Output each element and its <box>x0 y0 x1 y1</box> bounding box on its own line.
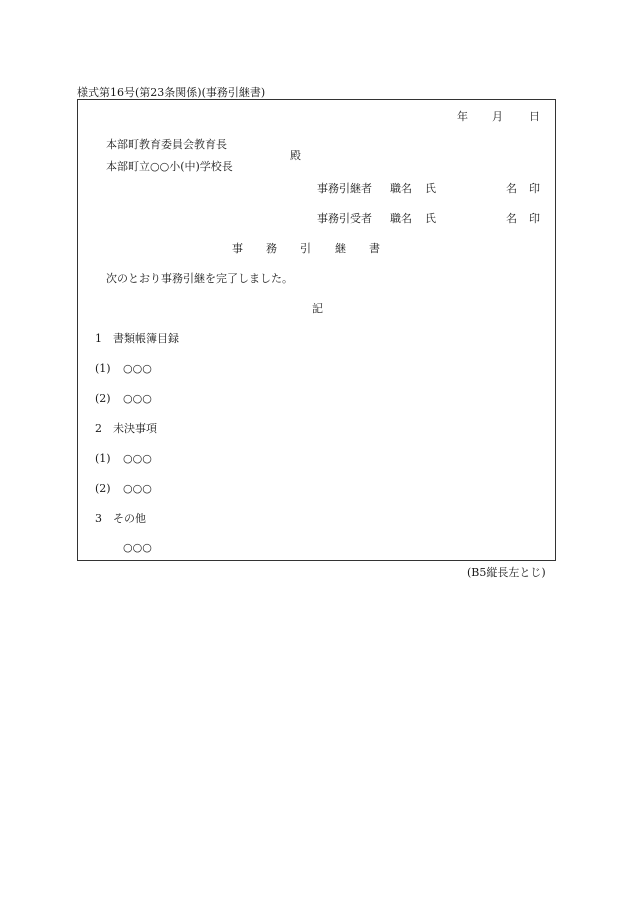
doc-title-char: 務 <box>266 242 277 255</box>
intro-text: 次のとおり事務引継を完了しました。 <box>106 272 293 285</box>
doc-title-char: 事 <box>232 242 243 255</box>
signer-name-label2: 名 <box>506 182 517 195</box>
doc-title-char: 継 <box>335 242 346 255</box>
section-heading: その他 <box>113 512 146 525</box>
signer-role: 事務引継者 <box>317 182 372 195</box>
addressee-line2: 本部町立○○小(中)学校長 <box>106 160 233 173</box>
section-number: 3 <box>95 512 102 525</box>
doc-title-char: 書 <box>369 242 380 255</box>
section-number: 2 <box>95 422 102 435</box>
signer-title: 職名 <box>390 182 412 195</box>
item-number: (2) <box>95 392 111 405</box>
item-text: ○○○ <box>123 541 152 554</box>
ki-label: 記 <box>312 302 323 315</box>
section-number: 1 <box>95 332 102 345</box>
signer-name-label: 氏 <box>425 182 436 195</box>
signer-name-label: 氏 <box>425 212 436 225</box>
section-heading: 書類帳簿目録 <box>113 332 179 345</box>
item-number: (1) <box>95 362 111 375</box>
date-month: 月 <box>492 110 503 123</box>
date-day: 日 <box>529 110 540 123</box>
item-text: ○○○ <box>123 362 152 375</box>
item-text: ○○○ <box>123 392 152 405</box>
signer-seal: 印 <box>529 182 540 195</box>
addressee-honorific: 殿 <box>290 149 301 162</box>
item-number: (1) <box>95 452 111 465</box>
signer-title: 職名 <box>390 212 412 225</box>
signer-name-label2: 名 <box>506 212 517 225</box>
signer-role: 事務引受者 <box>317 212 372 225</box>
item-text: ○○○ <box>123 452 152 465</box>
signer-seal: 印 <box>529 212 540 225</box>
item-text: ○○○ <box>123 482 152 495</box>
section-heading: 未決事項 <box>113 422 157 435</box>
date-year: 年 <box>457 110 468 123</box>
doc-title-char: 引 <box>300 242 311 255</box>
form-label: 様式第16号(第23条関係)(事務引継書) <box>77 86 266 99</box>
addressee-line1: 本部町教育委員会教育長 <box>106 138 227 151</box>
item-number: (2) <box>95 482 111 495</box>
footnote: (B5縦長左とじ) <box>467 566 546 579</box>
